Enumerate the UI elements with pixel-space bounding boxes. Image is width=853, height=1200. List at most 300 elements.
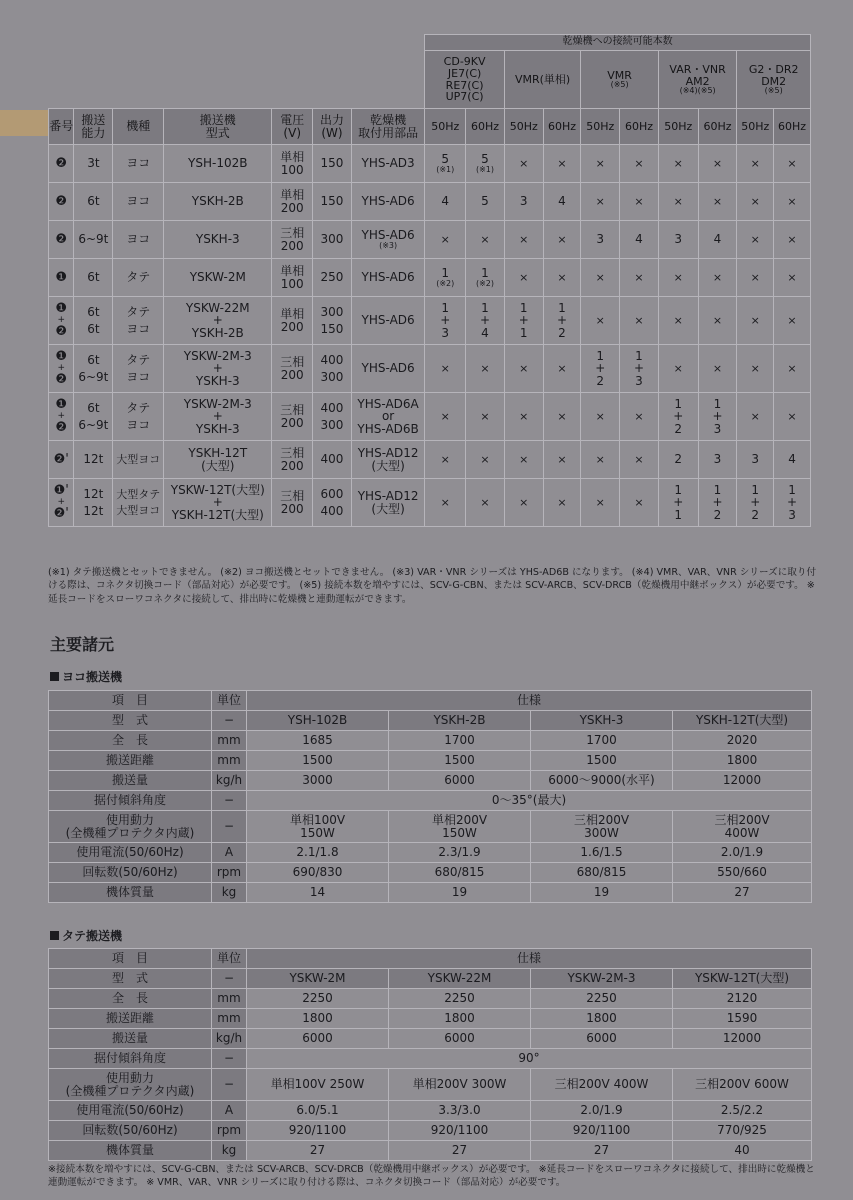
capacity-text: 6t xyxy=(87,194,100,209)
compat-value-text: 5 xyxy=(481,152,489,167)
dryer-group-header xyxy=(581,51,659,109)
machine-type-text: 大型ヨコ xyxy=(116,452,161,466)
dryer-group-name: CD-9KV xyxy=(443,55,486,69)
compat-value-text: × xyxy=(595,313,605,327)
compat-value-text: × xyxy=(480,495,490,509)
machine-type xyxy=(113,345,164,393)
compat-value xyxy=(581,393,620,441)
compat-row xyxy=(49,345,811,393)
compat-value-text: × xyxy=(634,495,644,509)
compat-value-text: 1 xyxy=(441,266,450,281)
column-header-text: 取付用部品 xyxy=(358,125,419,140)
dryer-group-note: (※5) xyxy=(610,80,629,90)
spec-head-cell: 仕様 xyxy=(247,691,812,711)
compat-value-text: × xyxy=(519,361,529,375)
spec-value xyxy=(673,1009,812,1029)
spec-head-row xyxy=(49,949,812,969)
compat-value xyxy=(466,345,505,393)
spec-value xyxy=(389,1101,531,1121)
compat-value-text: + xyxy=(633,361,645,376)
compat-value-text: × xyxy=(595,156,605,170)
spec-label-text: (全機種プロテクタ内蔵) xyxy=(65,1083,195,1098)
compat-value-text: × xyxy=(750,232,760,246)
spec-value-text: YSKW-12T(大型) xyxy=(694,971,790,986)
spec-value xyxy=(673,843,812,863)
compat-value-text: × xyxy=(750,156,760,170)
compat-value xyxy=(466,221,505,259)
spec-label-text: 機体質量 xyxy=(105,885,154,900)
column-header-text: 番号 xyxy=(49,119,74,134)
tate-section-title xyxy=(50,927,122,944)
compat-value-text: × xyxy=(673,361,683,375)
compat-value-text: × xyxy=(519,156,529,170)
voltage-text: 200 xyxy=(280,458,304,473)
machine-type-text: ヨコ xyxy=(126,369,151,384)
number-badge: ❷ xyxy=(55,420,68,436)
compat-value xyxy=(737,441,774,479)
voltage-text: 200 xyxy=(280,415,304,430)
compat-value xyxy=(774,441,811,479)
capacity xyxy=(74,221,113,259)
compat-value xyxy=(581,441,620,479)
spec-value xyxy=(673,751,812,771)
compat-value xyxy=(543,297,581,345)
spec-label-text: 使用電流(50/60Hz) xyxy=(76,845,184,860)
output xyxy=(313,259,352,297)
compat-value-text: × xyxy=(440,452,450,466)
spec-value-text: YSKW-22M xyxy=(427,971,492,986)
compat-row xyxy=(49,393,811,441)
spec-value-text: 14 xyxy=(309,885,326,900)
spec-value xyxy=(673,771,812,791)
compat-value xyxy=(581,345,620,393)
square-bullet-icon xyxy=(50,672,59,681)
spec-unit: mm xyxy=(212,731,247,751)
spec-value xyxy=(247,1069,389,1101)
compat-value-text: + xyxy=(750,495,761,510)
compat-value xyxy=(466,297,505,345)
tate-spec-table xyxy=(48,948,812,1161)
voltage xyxy=(272,145,313,183)
spec-value-text: 2250 xyxy=(444,991,475,1006)
voltage-text: 三相 xyxy=(280,488,305,503)
column-header xyxy=(351,109,424,145)
compat-value-text: × xyxy=(673,270,683,284)
mount-part-text: YHS-AD12 xyxy=(357,445,419,460)
spec-unit: rpm xyxy=(212,1121,247,1141)
spec-value xyxy=(247,811,389,843)
compat-value-text: × xyxy=(595,409,605,423)
compat-value xyxy=(543,441,581,479)
spec-label xyxy=(49,751,212,771)
compat-value-text: × xyxy=(440,361,450,375)
column-header-text: 型式 xyxy=(205,125,230,140)
capacity-text: 12t xyxy=(83,503,104,518)
voltage xyxy=(272,345,313,393)
output xyxy=(313,345,352,393)
conveyor-model xyxy=(164,259,272,297)
spec-value xyxy=(531,1069,673,1101)
number-badge: ❷' xyxy=(53,506,69,522)
spec-unit: − xyxy=(212,1049,247,1069)
spec-value-text: 19 xyxy=(593,885,610,900)
machine-type xyxy=(113,479,164,527)
spec-value xyxy=(389,811,531,843)
spec-label-text: 回転数(50/60Hz) xyxy=(82,1123,178,1138)
number-badge: ❶' xyxy=(53,483,69,499)
spec-value xyxy=(389,751,531,771)
compat-value xyxy=(774,297,811,345)
mount-part-text: YHS-AD6A xyxy=(357,396,419,411)
compat-value xyxy=(658,479,698,527)
spec-value-text: 三相200V xyxy=(573,812,630,827)
conveyor-model-text: + xyxy=(212,409,223,424)
spec-label-text: (全機種プロテクタ内蔵) xyxy=(65,825,195,840)
compat-notes: (※1) タテ搬送機とセットできません。 (※2) ヨコ搬送機とセットできません。 (※3) VAR・VNR シリーズは YHS-AD6B になります。 (※4) VMR、VAR、VNR シリーズに取り付ける際は、コネクタ切換コード（部品対応）が必要です。 (※5) 接続本数を増やすには、SCV-G-CBN、または SCV-ARCB、SCV-DRCB（乾燥機用中継ボックス）が必要です。 ※延長コードをスローワコネクタに接続して、排出時に乾燥機と連動運転ができます。 xyxy=(48,567,817,605)
number-badge: ❶ xyxy=(55,397,68,413)
voltage-text: 三相 xyxy=(280,402,305,417)
spec-head-cell: 項 目 xyxy=(49,691,212,711)
compat-value xyxy=(581,145,620,183)
compat-value-text: × xyxy=(673,194,683,208)
spec-value-text: YSKH-12T(大型) xyxy=(695,713,789,728)
number-badge: ❷ xyxy=(55,155,68,171)
row-number xyxy=(49,393,74,441)
conveyor-model xyxy=(164,183,272,221)
capacity-text: 6~9t xyxy=(78,417,109,432)
machine-type-text: タテ xyxy=(126,270,151,285)
compat-value xyxy=(774,345,811,393)
conveyor-model-text: YSKH-3 xyxy=(195,232,240,247)
compat-value-text: × xyxy=(557,156,567,170)
spec-unit: kg/h xyxy=(212,771,247,791)
voltage-text: 三相 xyxy=(280,225,305,240)
compat-value-text: 4 xyxy=(481,325,489,340)
voltage-text: 単相 xyxy=(280,306,305,321)
compat-value xyxy=(698,183,737,221)
spec-value xyxy=(531,1101,673,1121)
spec-value-text: 2.0/1.9 xyxy=(580,1103,623,1118)
spec-value-text: 2.1/1.8 xyxy=(296,845,339,860)
mount-part xyxy=(351,145,424,183)
spec-value-text: 680/815 xyxy=(576,865,627,880)
compat-value-text: 2 xyxy=(713,507,722,522)
spec-value xyxy=(247,989,389,1009)
compat-value-text: 1 xyxy=(751,482,760,497)
spec-head-cell: 単位 xyxy=(212,691,247,711)
compat-value xyxy=(425,393,466,441)
compat-value xyxy=(466,259,505,297)
compat-value-text: × xyxy=(557,361,567,375)
compat-row xyxy=(49,183,811,221)
section-tab-marker xyxy=(0,110,48,136)
output-text: 400 xyxy=(320,503,344,518)
spec-value xyxy=(389,863,531,883)
spec-value xyxy=(247,1101,389,1121)
spec-value-text: 770/925 xyxy=(717,1123,767,1138)
conveyor-model-text: + xyxy=(212,495,223,510)
spec-value-text: 6000 xyxy=(586,1031,617,1046)
mount-part-text: (※3) xyxy=(379,240,398,250)
conveyor-model xyxy=(164,441,272,479)
output-text: 300 xyxy=(320,417,344,432)
spec-value xyxy=(673,1121,812,1141)
dryer-group-name: AM2 xyxy=(685,74,710,88)
spec-label xyxy=(49,883,212,903)
hz-header: 60Hz xyxy=(774,109,811,145)
compat-value xyxy=(581,221,620,259)
compat-row xyxy=(49,297,811,345)
compat-value-text: × xyxy=(712,361,723,375)
compat-value xyxy=(581,479,620,527)
column-header-text: 搬送機 xyxy=(199,112,236,127)
compat-value xyxy=(698,479,737,527)
output-text: 150 xyxy=(320,156,344,171)
compat-value-text: × xyxy=(750,361,760,375)
voltage xyxy=(272,479,313,527)
compat-value-text: × xyxy=(787,232,797,246)
spec-value-text: 300W xyxy=(584,825,619,840)
output xyxy=(313,441,352,479)
compat-value-text: 1 xyxy=(674,507,683,522)
compat-value xyxy=(543,393,581,441)
compat-value-text: × xyxy=(634,452,644,466)
compat-value xyxy=(425,183,466,221)
spec-label xyxy=(49,1069,212,1101)
spec-unit: − xyxy=(212,1069,247,1101)
spec-value xyxy=(673,1141,812,1161)
compat-value xyxy=(504,297,543,345)
spec-label-text: 機体質量 xyxy=(105,1143,154,1158)
spec-value-text: 1590 xyxy=(726,1011,758,1026)
mount-part-text: YHS-AD6 xyxy=(361,228,415,243)
compat-value-text: 2 xyxy=(751,507,760,522)
compat-value-text: 4 xyxy=(788,452,796,467)
compat-value-text: 3 xyxy=(788,507,796,522)
dryer-group-header xyxy=(425,51,505,109)
conveyor-model-text: YSKW-2M xyxy=(189,270,246,285)
dryer-group-header xyxy=(737,51,811,109)
machine-type-text: タテ xyxy=(126,400,151,415)
column-header xyxy=(74,109,113,145)
mount-part-text: YHS-AD6B xyxy=(357,421,419,436)
voltage xyxy=(272,183,313,221)
voltage xyxy=(272,297,313,345)
voltage xyxy=(272,393,313,441)
compat-value xyxy=(466,441,505,479)
output xyxy=(313,297,352,345)
spec-value xyxy=(389,989,531,1009)
capacity xyxy=(74,145,113,183)
spec-row xyxy=(49,1009,812,1029)
compat-value xyxy=(774,393,811,441)
spec-label-text: 使用動力 xyxy=(105,1070,154,1085)
spec-value xyxy=(531,989,673,1009)
compat-head-row xyxy=(49,109,811,145)
compat-value xyxy=(620,345,659,393)
spec-value xyxy=(389,883,531,903)
spec-value xyxy=(389,1121,531,1141)
mount-part xyxy=(351,221,424,259)
spec-unit: − xyxy=(212,791,247,811)
compat-value xyxy=(737,145,774,183)
compat-value xyxy=(466,145,505,183)
spec-value-text: 150W xyxy=(442,825,477,840)
compat-value xyxy=(737,297,774,345)
capacity xyxy=(74,297,113,345)
compat-value xyxy=(581,183,620,221)
spec-value-text: 1500 xyxy=(302,753,333,768)
compat-value xyxy=(658,297,698,345)
compat-value xyxy=(543,221,581,259)
compat-value-text: 1 xyxy=(635,348,643,363)
compat-value xyxy=(737,221,774,259)
compat-value-text: × xyxy=(519,452,529,466)
compat-value-text: 3 xyxy=(674,232,683,247)
compat-value-text: × xyxy=(634,194,644,208)
number-badge: ❷ xyxy=(55,372,68,388)
spec-value-text: 2.5/2.2 xyxy=(720,1103,764,1118)
spec-value xyxy=(389,771,531,791)
dryer-group-name: RE7(C) xyxy=(445,78,484,92)
column-header-text: 電圧 xyxy=(280,112,305,127)
mount-part-text: YHS-AD6 xyxy=(361,270,415,285)
output-text: 300 xyxy=(320,304,344,319)
compat-value xyxy=(425,297,466,345)
spec-label-text: 回転数(50/60Hz) xyxy=(82,865,178,880)
compat-value-text: 3 xyxy=(751,452,760,467)
spec-label xyxy=(49,863,212,883)
compat-value-text: + xyxy=(673,495,684,510)
spec-label xyxy=(49,969,212,989)
output xyxy=(313,221,352,259)
mount-part xyxy=(351,479,424,527)
spec-head-cell: 仕様 xyxy=(247,949,812,969)
compat-value xyxy=(698,297,737,345)
dryer-group-note: (※5) xyxy=(764,86,783,96)
compat-value xyxy=(425,145,466,183)
machine-type-text: ヨコ xyxy=(126,232,151,247)
compat-value-text: × xyxy=(480,232,490,246)
spec-value xyxy=(389,969,531,989)
voltage-text: 200 xyxy=(280,200,304,215)
compat-value-text: 1 xyxy=(481,300,489,315)
spec-value-text: 12000 xyxy=(722,1031,762,1046)
output-text: 150 xyxy=(320,194,344,209)
spec-label-text: 型 式 xyxy=(111,971,148,986)
compat-value xyxy=(504,221,543,259)
spec-value xyxy=(247,969,389,989)
output-text: 300 xyxy=(320,369,344,384)
mount-part xyxy=(351,183,424,221)
spec-label xyxy=(49,791,212,811)
spec-value xyxy=(389,1069,531,1101)
voltage-text: 100 xyxy=(280,276,304,291)
hz-header: 50Hz xyxy=(425,109,466,145)
spec-label-text: 据付傾斜角度 xyxy=(93,793,166,808)
machine-type-text: 大型タテ xyxy=(116,487,161,501)
spec-value-text: 1800 xyxy=(586,1011,617,1026)
capacity xyxy=(74,345,113,393)
spec-value xyxy=(531,811,673,843)
spec-row xyxy=(49,751,812,771)
spec-value xyxy=(531,1029,673,1049)
mount-part-text: (大型) xyxy=(371,458,405,473)
row-number xyxy=(49,221,74,259)
spec-unit: mm xyxy=(212,751,247,771)
conveyor-model-text: YSKH-3 xyxy=(195,373,240,388)
conveyor-model-text: YSH-102B xyxy=(188,156,248,171)
conveyor-model-text: (大型) xyxy=(201,458,235,473)
capacity-text: 6t xyxy=(87,270,100,285)
spec-label-text: 型 式 xyxy=(111,713,148,728)
dryer-group-header xyxy=(658,51,737,109)
spec-head-row xyxy=(49,691,812,711)
compat-value xyxy=(658,393,698,441)
spec-label xyxy=(49,1121,212,1141)
output-text: 300 xyxy=(320,232,344,247)
spec-unit: kg xyxy=(212,883,247,903)
mount-part-text: or xyxy=(381,409,395,424)
compat-value-text: × xyxy=(519,409,529,423)
capacity-text: 6t xyxy=(87,321,100,336)
compat-value-text: 3 xyxy=(441,325,450,340)
spec-row xyxy=(49,711,812,731)
compat-value-text: × xyxy=(634,156,644,170)
mount-part-text: YHS-AD12 xyxy=(357,488,419,503)
spec-row xyxy=(49,1101,812,1121)
conveyor-model xyxy=(164,393,272,441)
spec-value-text: 1700 xyxy=(444,733,475,748)
number-badge: ❷ xyxy=(55,231,68,247)
compat-value xyxy=(620,297,659,345)
compat-value xyxy=(698,345,737,393)
dryer-group-note: (※4)(※5) xyxy=(679,86,716,96)
compat-value-text: × xyxy=(519,232,529,246)
hz-header: 60Hz xyxy=(543,109,581,145)
conveyor-model xyxy=(164,345,272,393)
spec-value-text: 1685 xyxy=(302,733,333,748)
hz-header: 50Hz xyxy=(504,109,543,145)
compat-value-text: × xyxy=(634,270,644,284)
spec-value xyxy=(673,883,812,903)
compat-value xyxy=(620,441,659,479)
output-text: 400 xyxy=(320,400,344,415)
spec-unit: − xyxy=(212,711,247,731)
mount-part-text: YHS-AD6 xyxy=(361,194,415,209)
machine-type xyxy=(113,145,164,183)
compat-row xyxy=(49,221,811,259)
compat-value-text: × xyxy=(787,409,797,423)
spec-footnote: ※接続本数を増やすには、SCV-G-CBN、または SCV-ARCB、SCV-DRCB（乾燥機用中継ボックス）が必要です。 ※延長コードをスローワコネクタに接続して、排出時に乾燥機と連動運転ができます。 ※ VMR、VAR、VNR シリーズに取り付ける際は、コネクタ切換コード（部品対応）が必要です。 xyxy=(48,1164,815,1189)
spec-value xyxy=(531,1009,673,1029)
compat-value-text: × xyxy=(787,361,797,375)
spec-value-text: YSKH-2B xyxy=(433,713,486,728)
compat-value-text: × xyxy=(787,270,797,284)
hz-header: 50Hz xyxy=(581,109,620,145)
spec-label xyxy=(49,989,212,1009)
spec-value xyxy=(673,1029,812,1049)
spec-value xyxy=(531,1141,673,1161)
plus-sign: + xyxy=(57,314,66,325)
conveyor-model xyxy=(164,221,272,259)
compat-value-text: (※2) xyxy=(475,278,495,288)
mount-part xyxy=(351,297,424,345)
column-header-text: 能力 xyxy=(81,125,106,140)
spec-row xyxy=(49,731,812,751)
capacity-text: 6t xyxy=(87,304,100,319)
spec-value xyxy=(247,1121,389,1141)
